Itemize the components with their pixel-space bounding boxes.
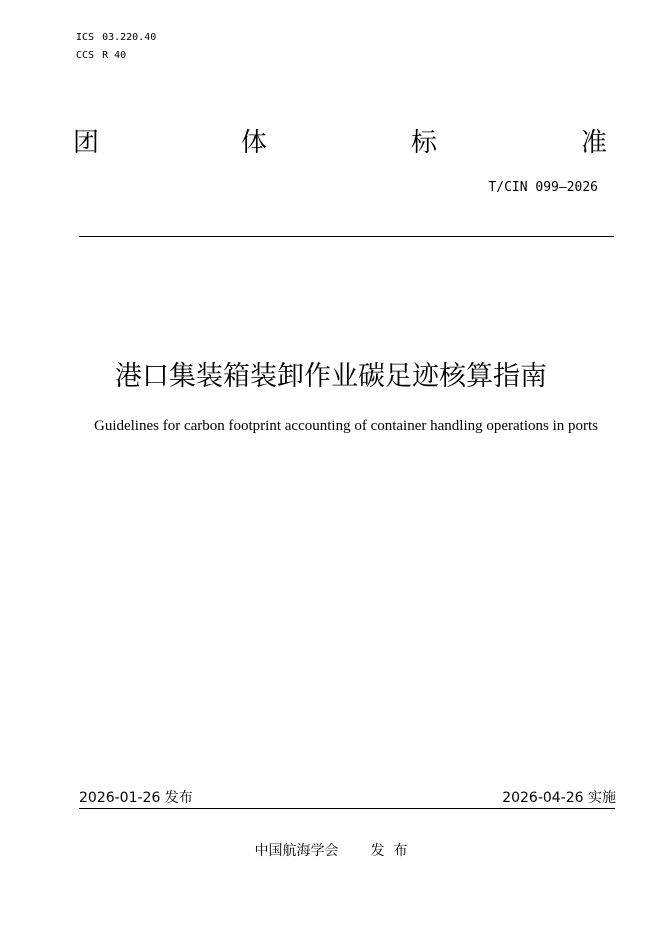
standard-type-char: 团	[72, 128, 99, 158]
implementation-date: 2026-04-26 实施	[502, 790, 616, 806]
ccs-label: CCS	[76, 50, 95, 61]
publisher-name: 中国航海学会	[254, 843, 339, 859]
header-divider	[79, 236, 614, 237]
document-title-en: Guidelines for carbon footprint accounting of container handling operations in ports	[93, 418, 599, 434]
ccs-classification	[76, 50, 126, 62]
standard-type-char: 体	[240, 128, 267, 158]
publisher-line	[0, 842, 662, 860]
ccs-code: R 40	[102, 50, 127, 61]
standard-type-char: 标	[410, 128, 437, 158]
standard-number: T/CIN 099—2026	[488, 180, 598, 195]
ics-classification	[76, 32, 156, 44]
footer-divider	[79, 808, 615, 809]
ics-code: 03.220.40	[102, 32, 157, 43]
standard-type-char: 准	[580, 128, 607, 158]
ics-label: ICS	[76, 32, 95, 43]
publish-char: 布	[393, 843, 408, 859]
publish-char: 发	[370, 843, 385, 859]
issue-date: 2026-01-26 发布	[79, 790, 193, 806]
document-title-zh: 港口集装箱装卸作业碳足迹核算指南	[115, 361, 547, 392]
